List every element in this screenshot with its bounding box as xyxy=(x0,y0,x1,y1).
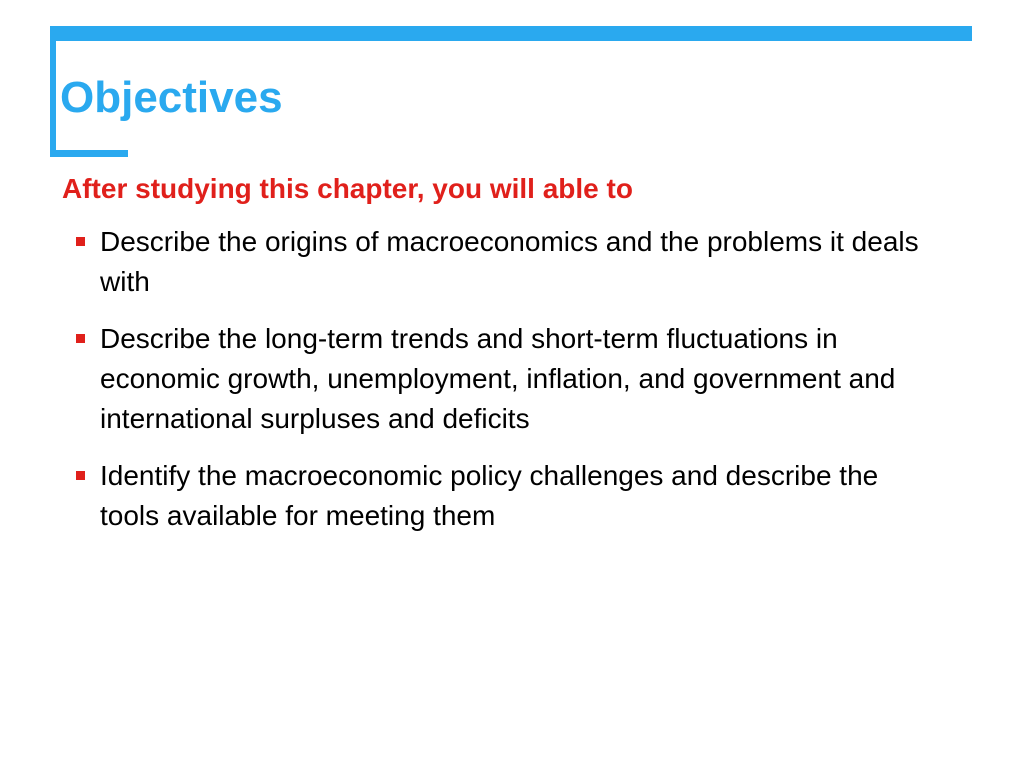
square-bullet-icon xyxy=(76,471,85,480)
top-accent-bar xyxy=(50,26,972,41)
square-bullet-icon xyxy=(76,237,85,246)
list-item xyxy=(76,456,936,536)
list-item xyxy=(76,319,936,439)
slide-subtitle: After studying this chapter, you will able to xyxy=(62,173,633,204)
slide-title: Objectives xyxy=(60,73,283,122)
objectives-list xyxy=(76,222,936,553)
bullet-text: Describe the origins of macroeconomics and the problems it deals with xyxy=(100,226,919,297)
left-accent-bar xyxy=(50,26,56,156)
bullet-text: Identify the macroeconomic policy challenges and describe the tools available for meeting them xyxy=(100,460,879,531)
bullet-text: Describe the long-term trends and short-term fluctuations in economic growth, unemployment, inflation, and government and international surpluses and deficits xyxy=(100,323,896,434)
bottom-accent-bar xyxy=(50,150,128,157)
list-item xyxy=(76,222,936,302)
square-bullet-icon xyxy=(76,334,85,343)
